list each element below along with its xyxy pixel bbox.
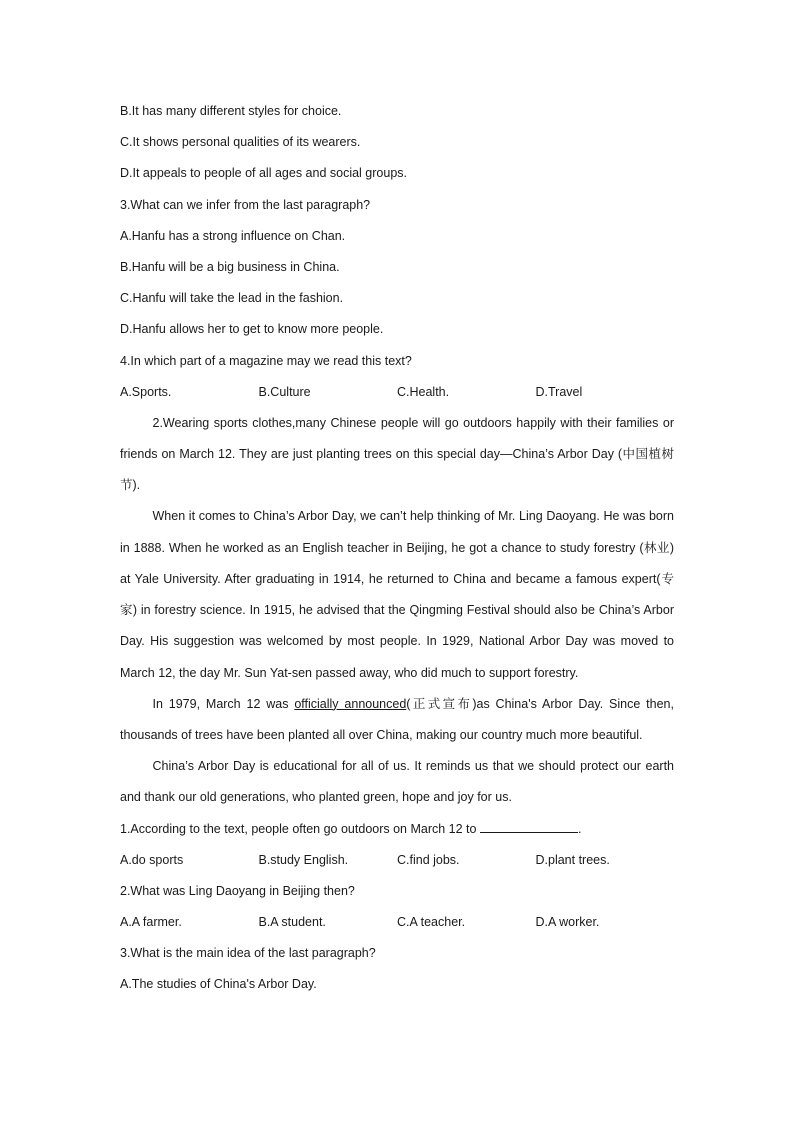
q3-option-d: D.Hanfu allows her to get to know more people. bbox=[120, 322, 384, 337]
document-content bbox=[120, 96, 674, 1001]
question-4: 4.In which part of a magazine may we read this text? bbox=[120, 353, 412, 368]
p2q2-options bbox=[120, 907, 674, 938]
q3-option-a: A.Hanfu has a strong influence on Chan. bbox=[120, 228, 346, 243]
q4-option-b: B.Culture bbox=[258, 384, 311, 399]
passage2-paragraph-4: China’s Arbor Day is educational for all of us. It reminds us that we should protect our earth and thank our old generations, who planted green, hope and joy for us. bbox=[120, 759, 674, 805]
p2q2-option-a: A.A farmer. bbox=[120, 915, 182, 930]
q3-option-c: C.Hanfu will take the lead in the fashion. bbox=[120, 291, 344, 306]
q4-option-d: D.Travel bbox=[535, 384, 583, 399]
p2q2-option-d: D.A worker. bbox=[535, 915, 600, 930]
p2q3-option-a: A.The studies of China's Arbor Day. bbox=[120, 977, 317, 992]
p2-question-3: 3.What is the main idea of the last paragraph? bbox=[120, 946, 376, 961]
p3-text-after: (正式宣布)as China's Arbor Day. Since then, thousands of trees have been planted all over China, making our country much more beautiful. bbox=[120, 696, 674, 742]
p2-question-2: 2.What was Ling Daoyang in Beijing then? bbox=[120, 883, 355, 898]
option-b: B.It has many different styles for choice. bbox=[120, 104, 342, 118]
p2q1-option-d: D.plant trees. bbox=[535, 852, 610, 867]
option-d: D.It appeals to people of all ages and social groups. bbox=[120, 166, 407, 181]
q3-option-b: B.Hanfu will be a big business in China. bbox=[120, 259, 340, 274]
option-c: C.It shows personal qualities of its wearers. bbox=[120, 135, 361, 150]
passage2-paragraph-1: 2.Wearing sports clothes,many Chinese people will go outdoors happily with their families or friends on March 12. They are just planting trees on this special day—China’s Arbor Day (中国植树节). bbox=[120, 415, 674, 493]
p2q1-text: 1.According to the text, people often go outdoors on March 12 to bbox=[120, 821, 477, 836]
q4-option-c: C.Health. bbox=[397, 384, 450, 399]
question-3: 3.What can we infer from the last paragraph? bbox=[120, 197, 371, 212]
p2q1-option-b: B.study English. bbox=[258, 852, 349, 867]
passage2-paragraph-2: When it comes to China’s Arbor Day, we can’t help thinking of Mr. Ling Daoyang. He was born in 1888. When he worked as an English teacher in Beijing, he got a chance to study forestry (林业) at Yale University. After graduating in 1914, he returned to China and became a famous expert(专家) in forestry science. In 1915, he advised that the Qingming Festival should also be China’s Arbor Day. His suggestion was welcomed by most people. In 1929, National Arbor Day was moved to March 12, the day Mr. Sun Yat-sen passed away, who did much to support forestry. bbox=[120, 509, 674, 680]
p3-text-before: In 1979, March 12 was bbox=[152, 696, 295, 711]
p2q1-end: . bbox=[577, 821, 582, 836]
p2q1-options bbox=[120, 845, 674, 876]
answer-blank bbox=[480, 820, 578, 833]
p2q2-option-c: C.A teacher. bbox=[397, 915, 466, 930]
p2-question-1 bbox=[120, 814, 674, 845]
p2q1-option-a: A.do sports bbox=[120, 852, 184, 867]
q4-option-a: A.Sports. bbox=[120, 384, 172, 399]
passage2-paragraph-3 bbox=[120, 689, 674, 751]
p2q2-option-b: B.A student. bbox=[258, 915, 326, 930]
underlined-phrase: officially announced bbox=[294, 696, 407, 711]
q4-options bbox=[120, 377, 674, 408]
p2q1-option-c: C.find jobs. bbox=[397, 852, 460, 867]
